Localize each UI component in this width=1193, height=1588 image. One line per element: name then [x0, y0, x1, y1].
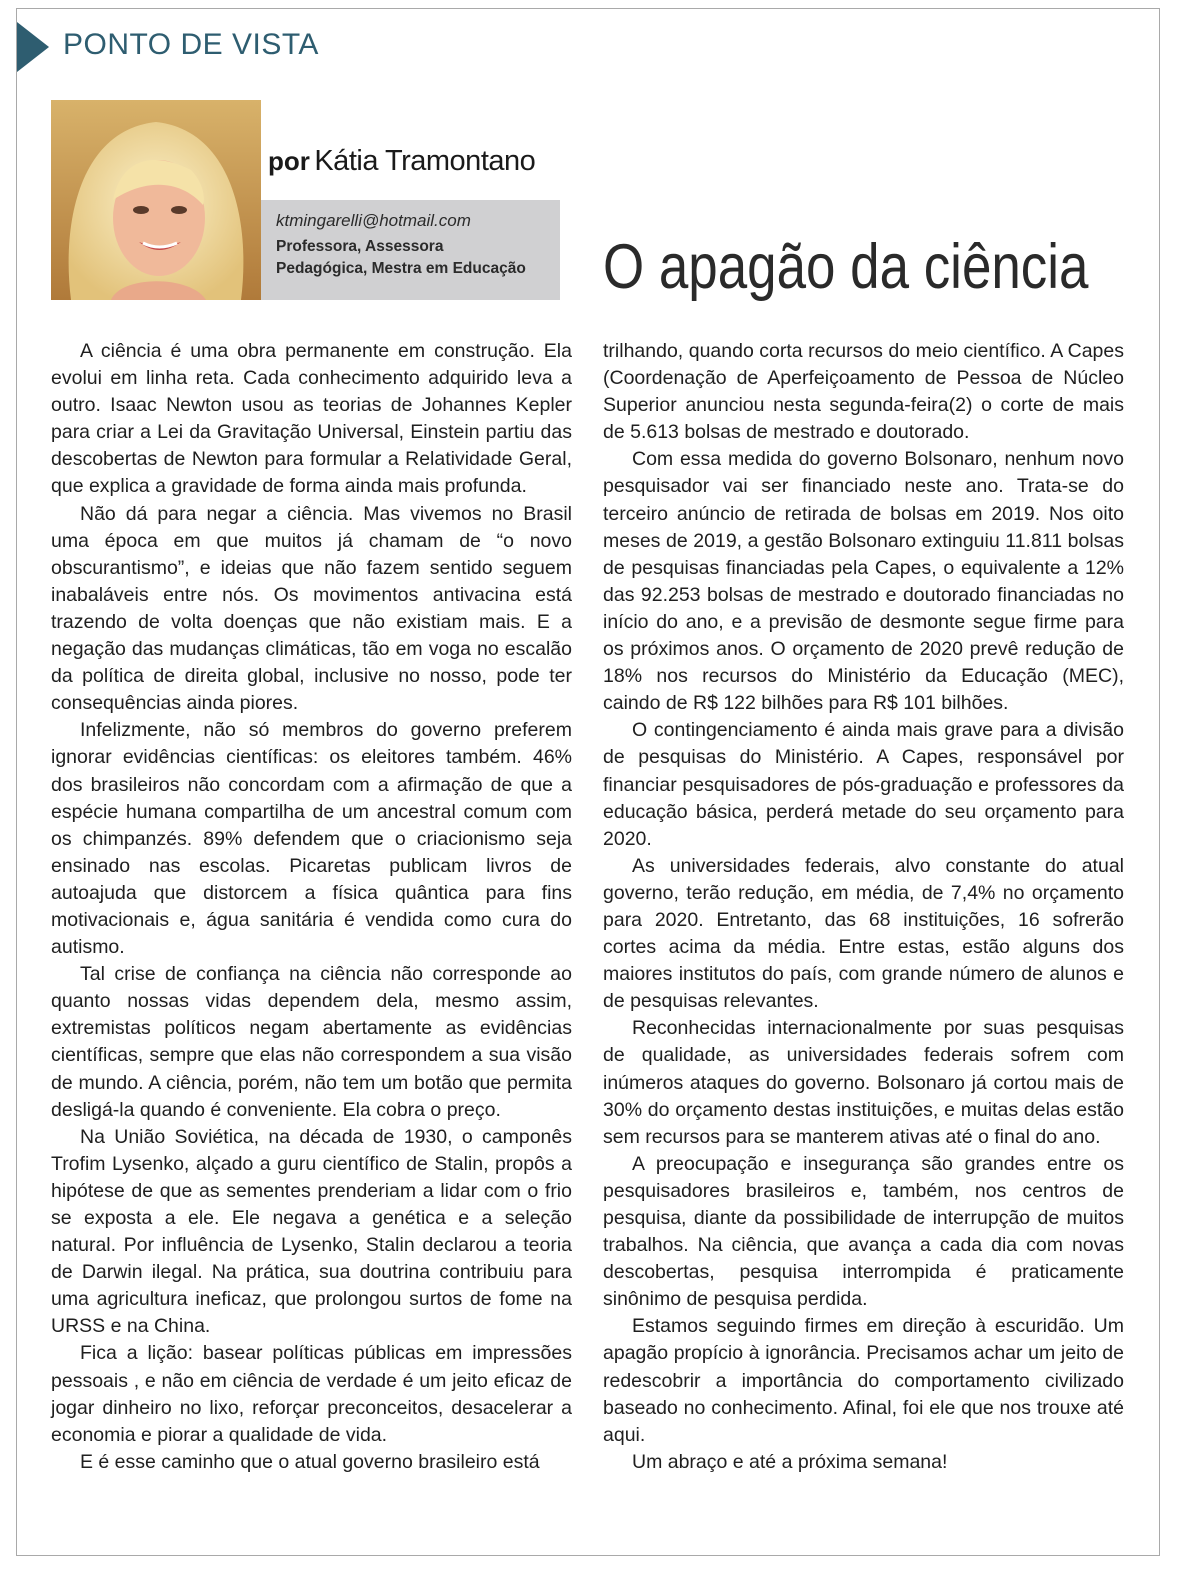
paragraph: Estamos seguindo firmes em direção à escuridão. Um apagão propício à ignorância. Precisamos achar um jeito de redescobrir a importância do comportamento civilizado baseado no conhecimento. Afinal, foi ele que nos trouxe até aqui.	[603, 1315, 1124, 1446]
paragraph: Reconhecidas internacionalmente por suas pesquisas de qualidade, as universidades federais sofrem com inúmeros ataques do governo. Bolsonaro já cortou mais de 30% do orçamento destas instituições, e muitas delas estão sem recursos para se manterem ativas até o final do ano.	[603, 1017, 1124, 1148]
paragraph: Não dá para negar a ciência. Mas vivemos no Brasil uma época em que muitos já chamam de “o novo obscurantismo”, e ideias que não fazem sentido seguem inabaláveis entre nós. Os movimentos antivacina está trazendo de volta doenças que não existiam mais. E a negação das mudanças climáticas, tão em voga no escalão da política de direita global, inclusive no nosso, pode ter consequências ainda piores.	[51, 502, 572, 715]
paragraph: A ciência é uma obra permanente em construção. Ela evolui em linha reta. Cada conhecimento adquirido leva a outro. Isaac Newton usou as teorias de Johannes Kepler para criar a Lei da Gravitação Universal, Einstein partiu das descobertas de Newton para formular a Relatividade Geral, que explica a gravidade de forma ainda mais profunda.	[51, 340, 572, 498]
section-arrow-icon	[17, 22, 49, 72]
author-info-box	[261, 200, 560, 300]
author-role-line1: Professora, Assessora	[276, 238, 444, 255]
article-right-column	[603, 338, 1124, 1476]
paragraph: Fica a lição: basear políticas públicas em impressões pessoais , e não em ciência de verdade é um jeito eficaz de jogar dinheiro no lixo, reforçar preconceitos, desacelerar a economia e piorar a qualidade de vida.	[51, 1342, 572, 1446]
paragraph: O contingenciamento é ainda mais grave para a divisão de pesquisas do Ministério. A Capes, responsável por financiar pesquisadores de pós-graduação e professores da educação básica, perderá metade do seu orçamento para 2020.	[603, 719, 1124, 850]
paragraph: Na União Soviética, na década de 1930, o camponês Trofim Lysenko, alçado a guru científico de Stalin, propôs a hipótese de que as sementes prenderiam a lidar com o frio se exposta a ele. Ele negava a genética e a seleção natural. Por influência de Lysenko, Stalin declarou a teoria de Darwin ilegal. Na prática, sua doutrina contribuiu para uma agricultura ineficaz, que prolongou surtos de fome na URSS e na China.	[51, 1125, 572, 1338]
author-byline	[268, 147, 535, 176]
article-left-column	[51, 338, 572, 1476]
paragraph: Tal crise de confiança na ciência não corresponde ao quanto nossas vidas dependem dela, mesmo assim, extremistas políticos negam abertamente as evidências científicas, sempre que elas não correspondem a sua visão de mundo. A ciência, porém, não tem um botão que permita desligá-la quando é conveniente. Ela cobra o preço.	[51, 963, 572, 1121]
article-headline: O apagão da ciência	[603, 232, 1089, 302]
author-name: Kátia Tramontano	[314, 145, 536, 177]
by-label: por	[268, 146, 310, 176]
section-title: PONTO DE VISTA	[63, 28, 319, 61]
paragraph: trilhando, quando corta recursos do meio científico. A Capes (Coordenação de Aperfeiçoamento de Pessoa de Núcleo Superior anunciou nesta segunda-feira(2) o corte de mais de 5.613 bolsas de mestrado e doutorado.	[603, 340, 1124, 444]
author-role-line2: Pedagógica, Mestra em Educação	[276, 260, 526, 277]
paragraph: Infelizmente, não só membros do governo preferem ignorar evidências científicas: os eleitores também. 46% dos brasileiros não concordam com a afirmação de que a espécie humana compartilha de um ancestral comum com os chimpanzés. 89% defendem que o criacionismo seja ensinado nas escolas. Picaretas publicam livros de autoajuda que distorcem a física quântica para fins motivacionais e, água sanitária é vendida como cura do autismo.	[51, 719, 572, 959]
paragraph: Com essa medida do governo Bolsonaro, nenhum novo pesquisador vai ser financiado neste ano. Trata-se do terceiro anúncio de retirada de bolsas em 2019. Nos oito meses de 2019, a gestão Bolsonaro extinguiu 11.811 bolsas de pesquisas financiadas pela Capes, o equivalente a 12% das 92.253 bolsas de mestrado e doutorado financiadas no início do ano, e a previsão de desmonte segue firme para os próximos anos. O orçamento de 2020 prevê redução de 18% nos recursos do Ministério da Educação (MEC), caindo de R$ 122 bilhões para R$ 101 bilhões.	[603, 448, 1124, 715]
author-email: ktmingarelli@hotmail.com	[276, 211, 471, 230]
author-role	[276, 236, 560, 280]
paragraph: As universidades federais, alvo constante do atual governo, terão redução, em média, de 7,4% no orçamento para 2020. Entretanto, das 68 instituições, 16 sofrerão cortes acima da média. Entre estas, estão alguns dos maiores institutos do país, com grande número de alunos e de pesquisas relevantes.	[603, 854, 1124, 1013]
paragraph: Um abraço e até a próxima semana!	[632, 1450, 948, 1473]
author-photo	[51, 100, 261, 300]
paragraph: E é esse caminho que o atual governo brasileiro está	[80, 1450, 540, 1473]
paragraph: A preocupação e insegurança são grandes entre os pesquisadores brasileiros e, também, nos centros de pesquisa, diante da possibilidade de interrupção de muitos trabalhos. Na ciência, que avança a cada dia com novas descobertas, pesquisa interrompida é praticamente sinônimo de pesquisa perdida.	[603, 1152, 1124, 1311]
